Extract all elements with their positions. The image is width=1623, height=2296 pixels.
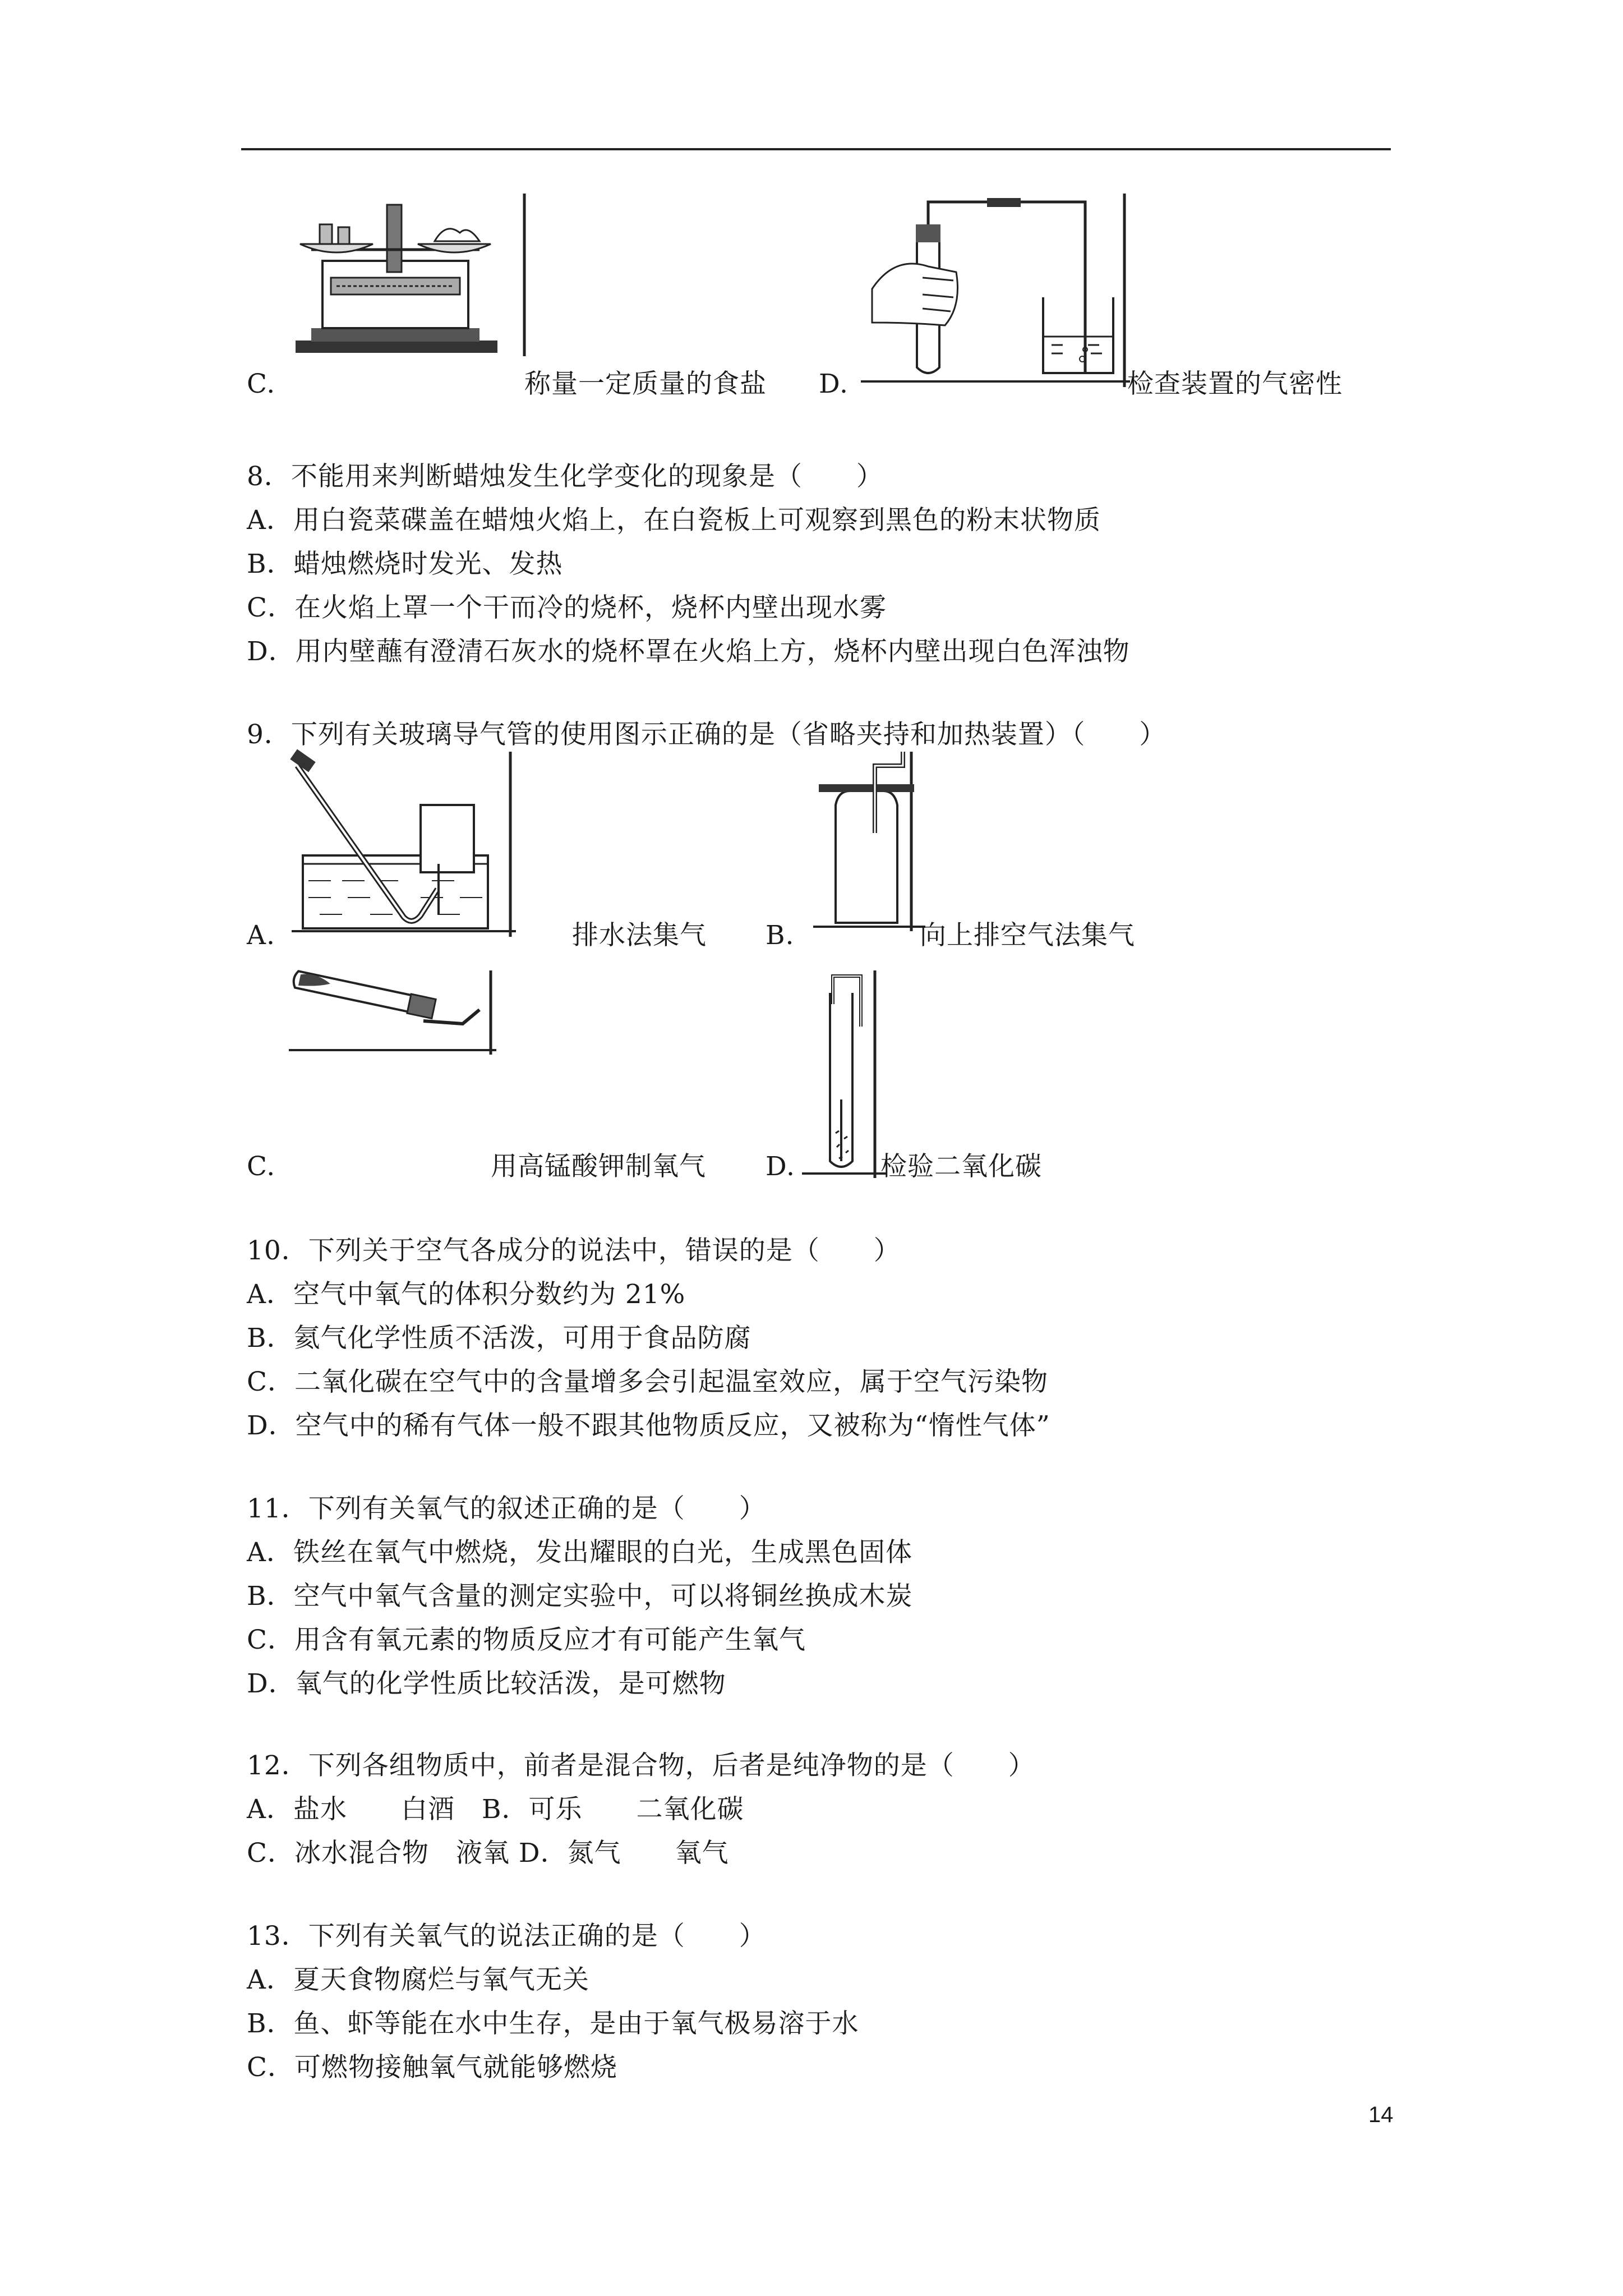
q9-option-d-letter: D. — [766, 1151, 795, 1182]
q10-option-b: B．氦气化学性质不活泼，可用于食品防腐 — [247, 1323, 751, 1354]
q7-option-d-letter: D. — [819, 369, 849, 399]
q11-option-c: C．用含有氧元素的物质反应才有可能产生氧气 — [247, 1625, 806, 1655]
q8-option-d: D．用内壁蘸有澄清石灰水的烧杯罩在火焰上方，烧杯内壁出现白色浑浊物 — [247, 636, 1130, 667]
q11-stem: 11．下列有关氧气的叙述正确的是（ ） — [247, 1493, 766, 1524]
q10-stem: 10．下列关于空气各成分的说法中，错误的是（ ） — [247, 1235, 901, 1266]
q13-option-c: C．可燃物接触氧气就能够燃烧 — [247, 2052, 617, 2083]
upward-air-displacement-figure — [813, 752, 925, 931]
q9-option-c-caption: 用高锰酸钾制氧气 — [491, 1151, 706, 1182]
permanganate-tube-figure — [289, 970, 496, 1055]
co2-test-figure — [802, 970, 886, 1178]
q9-option-b-letter: B. — [766, 920, 795, 951]
q10-option-d: D．空气中的稀有气体一般不跟其他物质反应，又被称为“惰性气体” — [247, 1410, 1050, 1441]
q12-options-line-1: A．盐水 白酒 B．可乐 二氧化碳 — [247, 1794, 744, 1825]
q8-stem: 8．不能用来判断蜡烛发生化学变化的现象是（ ） — [247, 461, 883, 492]
q13-stem: 13．下列有关氧气的说法正确的是（ ） — [247, 1921, 766, 1952]
q9-option-d-caption: 检验二氧化碳 — [880, 1151, 1042, 1182]
q9-stem: 9．下列有关玻璃导气管的使用图示正确的是（省略夹持和加热装置）（ ） — [247, 719, 1166, 750]
q9-option-b-caption: 向上排空气法集气 — [920, 920, 1135, 951]
q7-option-d-caption: 检查装置的气密性 — [1127, 369, 1343, 399]
q13-option-a: A．夏天食物腐烂与氧气无关 — [247, 1964, 589, 1995]
q13-option-b: B．鱼、虾等能在水中生存，是由于氧气极易溶于水 — [247, 2008, 859, 2039]
q9-option-c-letter: C. — [247, 1151, 276, 1182]
q10-option-c: C．二氧化碳在空气中的含量增多会引起温室效应，属于空气污染物 — [247, 1366, 1048, 1397]
q11-option-d: D．氧气的化学性质比较活泼，是可燃物 — [247, 1668, 726, 1699]
q9-option-a-letter: A. — [247, 920, 275, 951]
q11-option-b: B．空气中氧气含量的测定实验中，可以将铜丝换成木炭 — [247, 1581, 913, 1612]
q11-option-a: A．铁丝在氧气中燃烧，发出耀眼的白光，生成黑色固体 — [247, 1537, 912, 1568]
page-number: 14 — [1368, 2102, 1394, 2127]
q8-option-a: A．用白瓷菜碟盖在蜡烛火焰上，在白瓷板上可观察到黑色的粉末状物质 — [247, 505, 1101, 536]
airtightness-figure — [861, 194, 1130, 387]
q8-option-b: B．蜡烛燃烧时发光、发热 — [247, 549, 563, 579]
q8-option-c: C．在火焰上罩一个干而冷的烧杯，烧杯内壁出现水雾 — [247, 592, 887, 623]
q12-options-line-2: C．冰水混合物 液氧 D．氮气 氧气 — [247, 1838, 729, 1869]
q9-option-a-caption: 排水法集气 — [572, 920, 707, 951]
water-displacement-figure — [292, 752, 516, 937]
q7-option-c-letter: C. — [247, 369, 276, 399]
header-rule — [241, 148, 1391, 150]
q10-option-a: A．空气中氧气的体积分数约为 21% — [247, 1279, 686, 1310]
q12-stem: 12．下列各组物质中，前者是混合物，后者是纯净物的是（ ） — [247, 1750, 1035, 1781]
q7-option-c-caption: 称量一定质量的食盐 — [524, 369, 767, 399]
balance-figure — [289, 194, 530, 356]
